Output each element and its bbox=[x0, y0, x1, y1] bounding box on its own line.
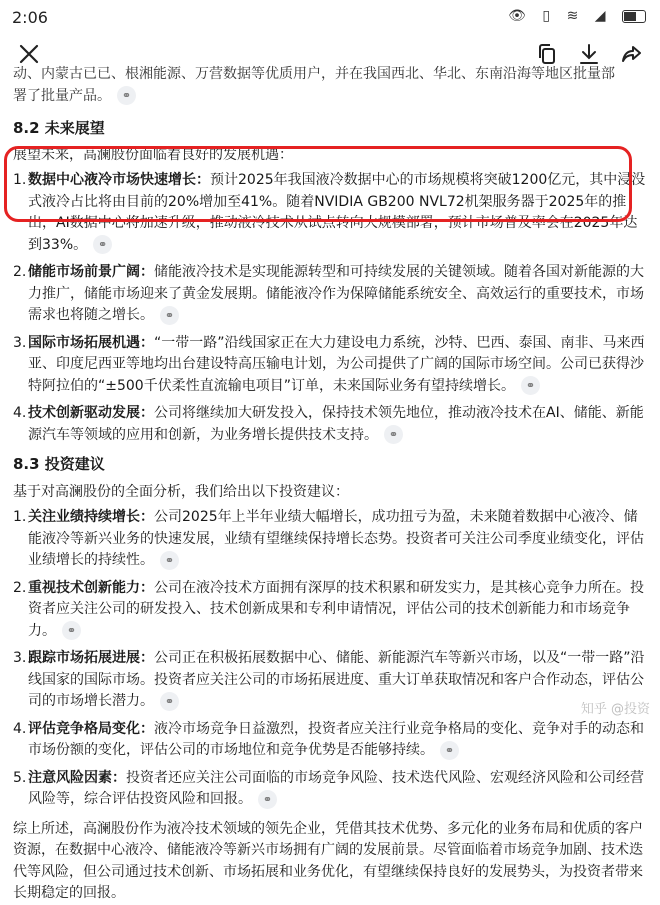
item-heading: 国际市场拓展机遇： bbox=[28, 334, 154, 351]
list-item bbox=[13, 768, 649, 811]
section-8-3-intro: 基于对高澜股份的全面分析，我们给出以下投资建议： bbox=[13, 483, 349, 500]
share-icon bbox=[620, 43, 642, 65]
list-item bbox=[13, 403, 649, 446]
item-text bbox=[28, 648, 649, 713]
eye-icon: 👁 bbox=[508, 8, 532, 24]
item-number: 3. bbox=[13, 650, 27, 666]
item-heading: 技术创新驱动发展： bbox=[28, 405, 154, 421]
item-body: 公司2025年上半年业绩大幅增长，成功扭亏为盈，未来随着数据中心液冷、储能液冷等新兴业务的快速发展，业绩有望继续保持增长态势。投资者可关注公司季度业绩变化，评估业绩增长的持续性。 bbox=[28, 509, 644, 568]
source-link-icon[interactable]: ⚭ bbox=[93, 235, 112, 254]
investment-advice-list bbox=[13, 507, 649, 811]
item-body: 公司将继续加大研发投入，保持技术领先地位，推动液冷技术在AI、储能、新能源汽车等领域的应用和创新，为业务增长提供技术支持。 bbox=[28, 405, 644, 443]
item-number: 4. bbox=[13, 720, 27, 737]
item-heading: 评估竞争格局变化： bbox=[28, 720, 154, 737]
item-number: 2. bbox=[13, 579, 27, 596]
future-outlook-list bbox=[13, 170, 649, 446]
item-body: 投资者还应关注公司面临的市场竞争风险、技术迭代风险、宏观经济风险和公司经营风险等，综合评估投资风险和回报。 bbox=[28, 769, 644, 807]
source-link-icon[interactable]: ⚭ bbox=[440, 741, 459, 760]
list-item bbox=[13, 719, 649, 762]
item-number: 2. bbox=[13, 264, 27, 280]
item-number: 4. bbox=[13, 405, 27, 421]
section-8-3-title: 8.3 投资建议 bbox=[13, 455, 105, 473]
section-8-2-title: 8.2 未来展望 bbox=[13, 119, 105, 137]
close-icon bbox=[18, 43, 40, 65]
item-text bbox=[28, 719, 649, 762]
top-paragraph: 动、内蒙古已已、根湘能源、万营数据等优质用户，并在我国西北、华北、东南沿海等地区批量部 署了批量产品。 ⚭ bbox=[13, 66, 615, 104]
section-8-2-intro: 展望未来，高澜股份面临着良好的发展机遇： bbox=[13, 146, 293, 163]
item-heading: 跟踪市场拓展进展： bbox=[28, 650, 154, 666]
item-number: 5. bbox=[13, 769, 27, 786]
status-bar bbox=[0, 0, 660, 36]
wifi-icon: ≋ bbox=[566, 8, 585, 24]
status-icons bbox=[508, 8, 646, 24]
conclusion-paragraph: 综上所述，高澜股份作为液冷技术领域的领先企业，凭借其技术优势、多元化的业务布局和优质的客户资源，在数据中心液冷、储能液冷等新兴市场拥有广阔的发展前景。尽管面临着市场竞争加剧、技术迭代等风险，但公司通过技术创新、市场拓展和业务优化，有望继续保持良好的发展势头，为投资者带来长期稳定的回报。 bbox=[13, 820, 643, 901]
status-time: 2:06 bbox=[12, 8, 48, 27]
item-text bbox=[28, 768, 649, 811]
list-item bbox=[13, 578, 649, 643]
list-item bbox=[13, 507, 649, 572]
list-item bbox=[13, 333, 649, 398]
vibrate-icon: ▯ bbox=[542, 8, 557, 24]
source-link-icon[interactable]: ⚭ bbox=[384, 425, 403, 444]
item-text bbox=[28, 507, 649, 572]
item-body: 公司在液冷技术方面拥有深厚的技术积累和研发实力，是其核心竞争力所在。投资者应关注公司的研发投入、技术创新成果和专利申请情况，评估公司的技术创新能力和市场竞争力。 bbox=[28, 579, 644, 639]
watermark: 知乎 @投资 bbox=[580, 702, 650, 717]
source-link-icon[interactable]: ⚭ bbox=[160, 306, 179, 325]
copy-icon bbox=[536, 43, 558, 65]
item-body: “一带一路”沿线国家正在大力建设电力系统，沙特、巴西、泰国、南非、马来西亚、印度尼西亚等地均出台建设特高压输电计划，为公司提供了广阔的国际市场空间。公司已获得沙特阿拉伯的“±500千伏柔性直流输电项目”订单，未来国际业务有望持续增长。 bbox=[28, 334, 645, 394]
item-heading: 关注业绩持续增长： bbox=[28, 509, 154, 525]
item-number: 1. bbox=[13, 509, 27, 525]
battery-icon bbox=[622, 10, 646, 23]
item-text bbox=[28, 333, 649, 398]
signal-icon: ◢ bbox=[594, 8, 612, 24]
item-heading: 重视技术创新能力： bbox=[28, 579, 154, 596]
source-link-icon[interactable]: ⚭ bbox=[258, 790, 277, 809]
source-link-icon[interactable]: ⚭ bbox=[117, 86, 136, 105]
download-icon bbox=[578, 43, 600, 65]
item-body: 液冷市场竞争日益激烈，投资者应关注行业竞争格局的变化、竞争对手的动态和市场份额的变化，评估公司的市场地位和竞争优势是否能够持续。 bbox=[28, 720, 644, 758]
source-link-icon[interactable]: ⚭ bbox=[62, 621, 81, 640]
article bbox=[13, 66, 649, 905]
item-number: 1. bbox=[13, 172, 27, 188]
list-item bbox=[13, 170, 649, 256]
item-text bbox=[28, 403, 649, 446]
item-body: 储能液冷技术是实现能源转型和可持续发展的关键领域。随着各国对新能源的大力推广，储能市场迎来了黄金发展期。储能液冷作为保障储能系统安全、高效运行的重要技术，市场需求也将随之增长。 bbox=[28, 264, 644, 323]
item-heading: 数据中心液冷市场快速增长： bbox=[28, 172, 210, 188]
source-link-icon[interactable]: ⚭ bbox=[160, 692, 179, 711]
item-heading: 注意风险因素： bbox=[28, 769, 126, 786]
list-item bbox=[13, 648, 649, 713]
item-text bbox=[28, 578, 649, 643]
source-link-icon[interactable]: ⚭ bbox=[521, 376, 540, 395]
item-body: 预计2025年我国液冷数据中心的市场规模将突破1200亿元，其中浸没式液冷占比将由目前的20%增加至41%。随着NVIDIA GB200 NVL72机架服务器于2025年的推出，AI数据中心将加速升级，推动液冷技术从试点转向大规模部署，预计市场普及率会在2025年达到33%。 bbox=[28, 172, 646, 253]
item-heading: 储能市场前景广阔： bbox=[28, 264, 154, 280]
source-link-icon[interactable]: ⚭ bbox=[160, 551, 179, 570]
item-body: 公司正在积极拓展数据中心、储能、新能源汽车等新兴市场，以及“一带一路”沿线国家的国际市场。投资者应关注公司的市场拓展进度、重大订单获取情况和客户合作动态，评估公司的市场增长潜力。 bbox=[28, 650, 645, 709]
item-text bbox=[28, 262, 649, 327]
list-item bbox=[13, 262, 649, 327]
item-number: 3. bbox=[13, 334, 27, 351]
item-text bbox=[28, 170, 649, 256]
